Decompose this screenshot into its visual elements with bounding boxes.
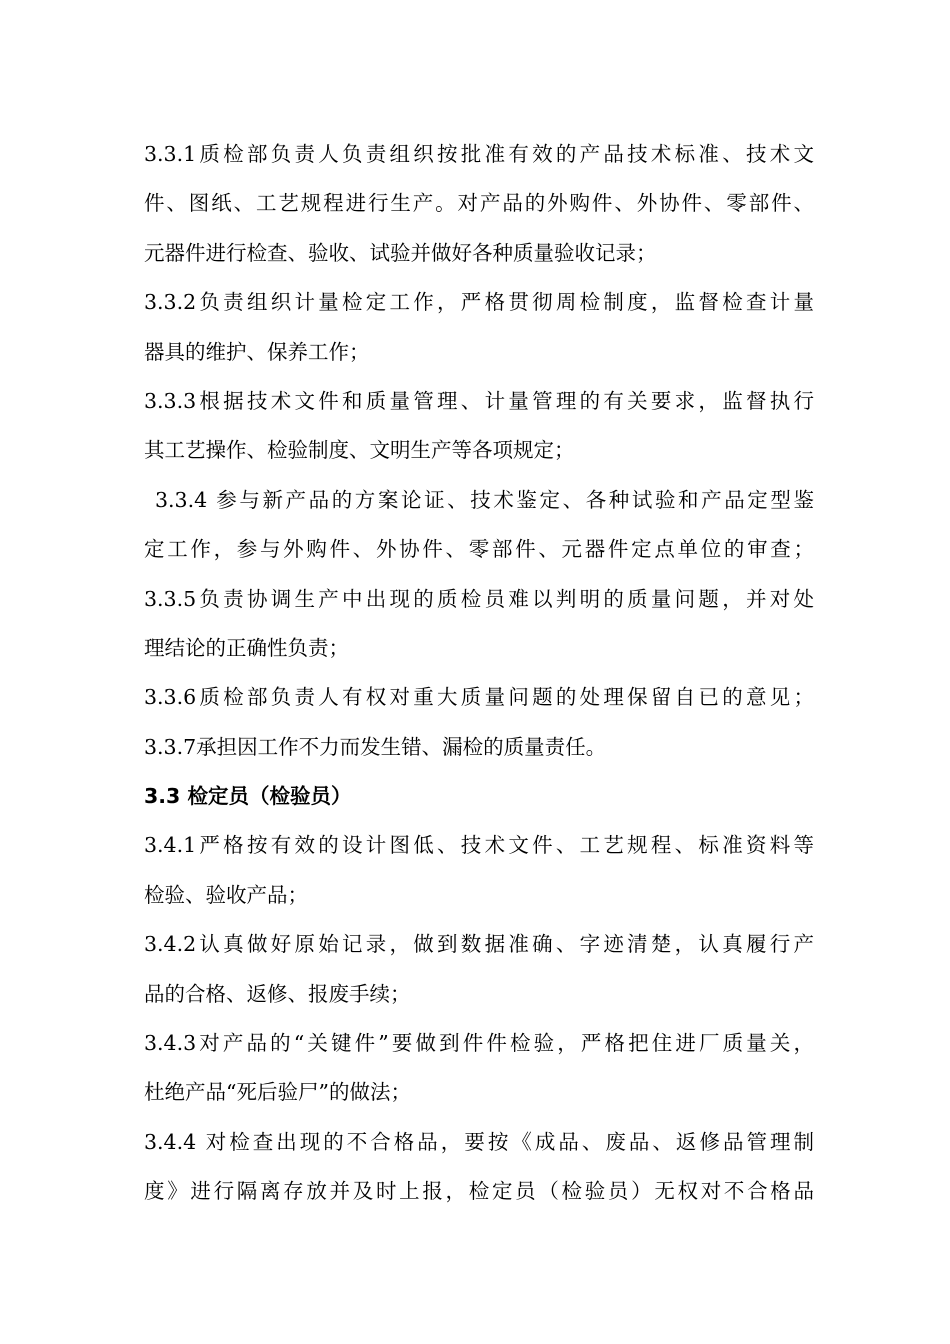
text-line: 3.4.2认真做好原始记录，做到数据准确、字迹清楚，认真履行产 (144, 932, 814, 957)
text-line: 检验、验收产品； (144, 882, 308, 907)
text-line: 品的合格、返修、报废手续； (144, 981, 411, 1006)
document-body (144, 130, 814, 1217)
text-line: 器具的维护、保养工作； (144, 339, 370, 364)
text-line: 3.4.3对产品的“关键件”要做到件件检验，严格把住进厂质量关， (144, 1031, 814, 1056)
text-line: 3.3.3根据技术文件和质量管理、计量管理的有关要求，监督执行 (144, 388, 814, 413)
text-line: 杜绝产品“死后验尸”的做法； (144, 1080, 411, 1105)
text-line: 定工作，参与外购件、外协件、零部件、元器件定点单位的审查； (144, 537, 814, 562)
text-line: 3.4.1严格按有效的设计图低、技术文件、工艺规程、标准资料等 (144, 833, 814, 858)
text-line: 3.3.4 参与新产品的方案论证、技术鉴定、各种试验和产品定型鉴 (155, 487, 814, 512)
section-heading: 3.3 检定员（检验员） (144, 784, 352, 809)
text-line: 3.3.2负责组织计量检定工作，严格贯彻周检制度，监督检查计量 (144, 290, 814, 315)
text-line: 3.3.6质检部负责人有权对重大质量问题的处理保留自已的意见； (144, 685, 814, 710)
text-line: 3.3.5负责协调生产中出现的质检员难以判明的质量问题，并对处 (144, 586, 814, 611)
text-line: 件、图纸、工艺规程进行生产。对产品的外购件、外协件、零部件、 (144, 191, 814, 216)
text-line: 3.4.4 对检查出现的不合格品，要按《成品、废品、返修品管理制 (144, 1129, 814, 1154)
text-line: 3.3.1质检部负责人负责组织按批准有效的产品技术标准、技术文 (144, 142, 814, 166)
text-line: 理结论的正确性负责； (144, 635, 349, 660)
text-line: 3.3.7承担因工作不力而发生错、漏检的质量责任。 (144, 734, 607, 759)
text-line: 度》进行隔离存放并及时上报，检定员（检验员）无权对不合格品 (144, 1179, 814, 1204)
text-line: 元器件进行检查、验收、试验并做好各种质量验收记录； (144, 240, 657, 265)
text-line: 其工艺操作、检验制度、文明生产等各项规定； (144, 438, 575, 463)
